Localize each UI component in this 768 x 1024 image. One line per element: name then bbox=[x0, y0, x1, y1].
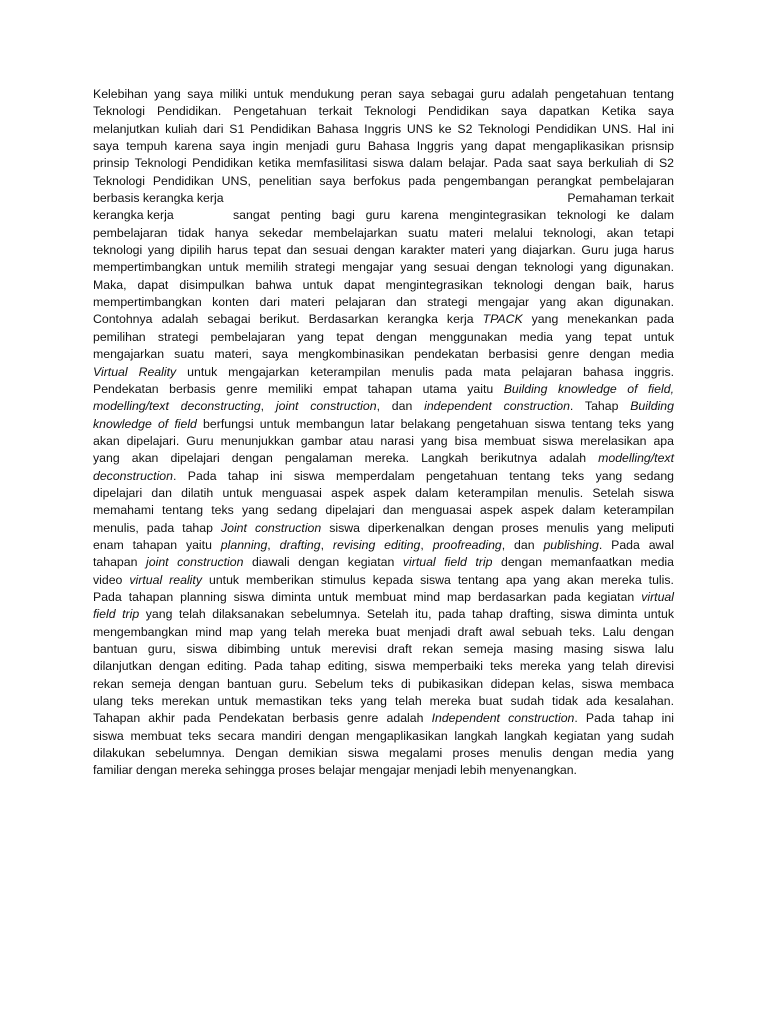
text-line bbox=[93, 641, 674, 658]
text-line bbox=[93, 676, 674, 693]
text-run: Kelebihan yang saya miliki untuk mendukung peran saya sebagai guru adalah pengetahuan tentang bbox=[93, 87, 674, 101]
text-run: untuk mengajarkan keterampilan menulis pada mata pelajaran bahasa inggris. bbox=[176, 364, 675, 379]
text-run: enam tahapan yaitu bbox=[93, 537, 221, 552]
text-line bbox=[93, 537, 674, 554]
text-run: diawali dengan kegiatan bbox=[243, 555, 403, 570]
text-line bbox=[93, 554, 674, 571]
text-line bbox=[93, 138, 674, 155]
text-run: dengan memanfaatkan media bbox=[492, 555, 675, 570]
text-line bbox=[93, 155, 674, 172]
text-run: . Pada awal bbox=[598, 537, 674, 552]
text-fragment: Pemahaman terkait bbox=[567, 191, 674, 206]
italic-term: modelling/text bbox=[598, 451, 674, 466]
italic-term: planning bbox=[220, 537, 268, 552]
text-run: saya tempuh karena saya ingin menjadi guru Bahasa Inggris yang dapat mengaplikasikan prisnsip bbox=[93, 139, 674, 154]
text-line bbox=[93, 381, 674, 398]
italic-term: Joint construction bbox=[220, 520, 322, 535]
text-line bbox=[93, 103, 674, 120]
italic-term: Virtual Reality bbox=[93, 364, 177, 379]
text-line bbox=[93, 693, 674, 710]
text-line bbox=[93, 190, 674, 207]
text-line bbox=[93, 745, 674, 762]
text-run: , dan bbox=[501, 537, 544, 552]
text-run: familiar dengan mereka sehingga proses belajar mengajar menjadi lebih menyenangkan. bbox=[93, 763, 577, 778]
text-run: pemilihan strategi pembelajaran yang tepat dengan menggunakan media yang tepat untuk bbox=[93, 329, 674, 344]
text-fragment: berbasis kerangka kerja bbox=[93, 191, 224, 206]
italic-term: revising editing bbox=[332, 537, 421, 552]
text-fragment: sangat penting bagi guru karena mengintegrasikan teknologi ke dalam bbox=[233, 208, 674, 223]
text-run: mengajarkan suatu materi, saya mengkombinasikan pendekatan berbasisi genre dengan media bbox=[93, 347, 674, 362]
text-line bbox=[93, 416, 674, 433]
text-line bbox=[93, 121, 674, 138]
text-run: , bbox=[267, 537, 280, 552]
text-line bbox=[93, 502, 674, 519]
text-line bbox=[93, 173, 674, 190]
text-run: akan dipelajari. Guru menunjukkan gambar atau narasi yang bisa membuat siswa merelasikan apa bbox=[93, 433, 674, 448]
text-run: siswa membuat teks secara mandiri dengan mengaplikasikan langkah langkah kegiatan yang sudah bbox=[93, 728, 674, 743]
italic-term: Independent construction bbox=[431, 711, 575, 726]
text-line bbox=[93, 710, 674, 727]
italic-term: virtual field trip bbox=[402, 555, 493, 570]
text-line bbox=[93, 311, 674, 328]
text-line bbox=[93, 606, 674, 623]
italic-term: virtual reality bbox=[129, 572, 202, 587]
text-run: , dan bbox=[376, 399, 425, 414]
text-line bbox=[93, 485, 674, 502]
text-run: video bbox=[93, 572, 130, 587]
text-run: rekan semeja dengan bantuan guru. Sebelum teks di pubikasikan didepan kelas, siswa membaca bbox=[93, 676, 674, 691]
text-run: Tahapan akhir pada Pendekatan berbasis genre adalah bbox=[93, 711, 432, 726]
text-line bbox=[93, 762, 674, 779]
italic-term: publishing bbox=[543, 537, 599, 552]
italic-term: Building knowledge of field, bbox=[503, 381, 674, 396]
text-run: . Pada tahap ini siswa memperdalam pengetahuan tentang teks yang sedang bbox=[172, 468, 674, 483]
text-run: siswa diperkenalkan dengan proses menulis yang meliputi bbox=[321, 520, 674, 535]
text-line bbox=[93, 572, 674, 589]
text-run: mempertimbangkan untuk memilih strategi mengajar yang sesuai dengan teknologi yang digunakan. bbox=[93, 260, 674, 275]
text-line bbox=[93, 468, 674, 485]
italic-term: joint construction bbox=[146, 555, 244, 570]
text-run: Teknologi Pendidikan. Pengetahuan terkait Teknologi Pendidikan saya dapatkan Ketika saya bbox=[93, 104, 674, 119]
text-fragment: kerangka kerja bbox=[93, 208, 174, 223]
text-line bbox=[93, 277, 674, 294]
text-run: melanjutkan kuliah dari S1 Pendidikan Bahasa Inggris UNS ke S2 Teknologi Pendidikan UNS. Hal ini bbox=[93, 121, 674, 136]
text-line bbox=[93, 520, 674, 537]
text-run: Maka, dapat disimpulkan bahwa untuk dapat mengintegrasikan teknologi dengan baik, harus bbox=[93, 277, 674, 292]
text-run: mempertimbangkan konten dari materi pelajaran dan strategi mengajar yang akan digunakan. bbox=[93, 295, 674, 310]
text-run: , bbox=[260, 399, 276, 414]
text-run: teknologi yang dipilih harus tepat dan sesuai dengan karakter materi yang diajarkan. Guru juga harus bbox=[93, 243, 674, 258]
text-run: dilakukan sebelumnya. Dengan demikian siswa megalami proses menulis dengan media yang bbox=[93, 746, 674, 761]
text-run: dilanjutkan dengan editing. Pada tahap editing, siswa memperbaiki teks mereka yang telah direvisi bbox=[93, 659, 674, 674]
text-run: prinsip Teknologi Pendidikan ketika memfasilitasi siswa dalam belajar. Pada saat saya berkuliah di S2 bbox=[93, 156, 674, 171]
italic-term: joint construction bbox=[275, 399, 377, 414]
text-run: menulis, pada tahap bbox=[93, 520, 221, 535]
italic-term: independent construction bbox=[424, 399, 570, 414]
document-body bbox=[93, 86, 674, 780]
text-line bbox=[93, 207, 674, 224]
text-run: Pendekatan berbasis genre memiliki empat tahapan utama yaitu bbox=[93, 381, 504, 396]
text-run: ulang teks merekan untuk memastikan teks yang telah mereka buat sudah tidak ada kesalahan. bbox=[93, 694, 674, 709]
text-line bbox=[93, 294, 674, 311]
text-line bbox=[93, 728, 674, 745]
text-line bbox=[93, 242, 674, 259]
text-run: , bbox=[420, 537, 433, 552]
text-line bbox=[93, 433, 674, 450]
text-line bbox=[93, 450, 674, 467]
text-run: . Tahap bbox=[569, 399, 631, 414]
text-run: Pada tahapan planning siswa diminta untuk membuat mind map berdasarkan pada kegiatan bbox=[93, 589, 642, 604]
text-run: berfungsi untuk membangun latar belakang pengetahuan siswa tentang teks yang bbox=[196, 416, 674, 431]
text-line bbox=[93, 86, 674, 103]
text-run: , bbox=[320, 537, 333, 552]
text-run: pembelajaran tidak hanya sekedar membelajarkan suatu materi melalui teknologi, akan tetapi bbox=[93, 225, 674, 240]
text-run: untuk memberikan stimulus kepada siswa tentang apa yang akan mereka tulis. bbox=[201, 572, 674, 587]
text-run: . Pada tahap ini bbox=[574, 711, 674, 726]
text-line bbox=[93, 225, 674, 242]
text-line bbox=[93, 624, 674, 641]
text-run: yang akan dipelajari dengan pengalaman mereka. Langkah berikutnya adalah bbox=[93, 451, 599, 466]
text-run: tahapan bbox=[93, 555, 147, 570]
text-run: Teknologi Pendidikan UNS, penelitian saya berfokus pada pengembangan perangkat pembelajaran bbox=[93, 173, 674, 188]
italic-term: drafting bbox=[279, 537, 321, 552]
text-line bbox=[93, 589, 674, 606]
italic-term: modelling/text deconstructing bbox=[93, 399, 261, 414]
italic-term: TPACK bbox=[482, 312, 523, 327]
text-run: dipelajari dan dilatih untuk menguasai aspek aspek dalam keterampilan menulis. Setelah siswa bbox=[93, 485, 674, 500]
text-run: memahami tentang teks yang sedang dipelajari dan menguasai aspek aspek dalam keterampilan bbox=[93, 503, 674, 518]
text-run: yang telah dilaksanakan sebelumnya. Setelah itu, pada tahap drafting, siswa diminta untuk bbox=[139, 607, 674, 622]
text-line bbox=[93, 364, 674, 381]
text-run: bantuan guru, siswa dibimbing untuk merevisi draft rekan semeja masing masing siswa lalu bbox=[93, 642, 674, 656]
italic-term: deconstruction bbox=[93, 468, 173, 483]
text-run: Contohnya adalah sebagai berikut. Berdasarkan kerangka kerja bbox=[93, 312, 483, 327]
italic-term: Building bbox=[630, 399, 674, 414]
text-line bbox=[93, 329, 674, 346]
text-run: yang menekankan pada bbox=[522, 312, 674, 327]
text-line bbox=[93, 658, 674, 675]
italic-term: knowledge of field bbox=[93, 416, 197, 431]
italic-term: virtual bbox=[641, 589, 674, 604]
text-line bbox=[93, 346, 674, 363]
italic-term: field trip bbox=[93, 607, 140, 622]
italic-term: proofreading bbox=[432, 537, 502, 552]
text-run: mengembangkan mind map yang telah mereka buat menjadi draft awal sebuah teks. Lalu dengan bbox=[93, 624, 674, 639]
text-line bbox=[93, 398, 674, 415]
text-line bbox=[93, 259, 674, 276]
